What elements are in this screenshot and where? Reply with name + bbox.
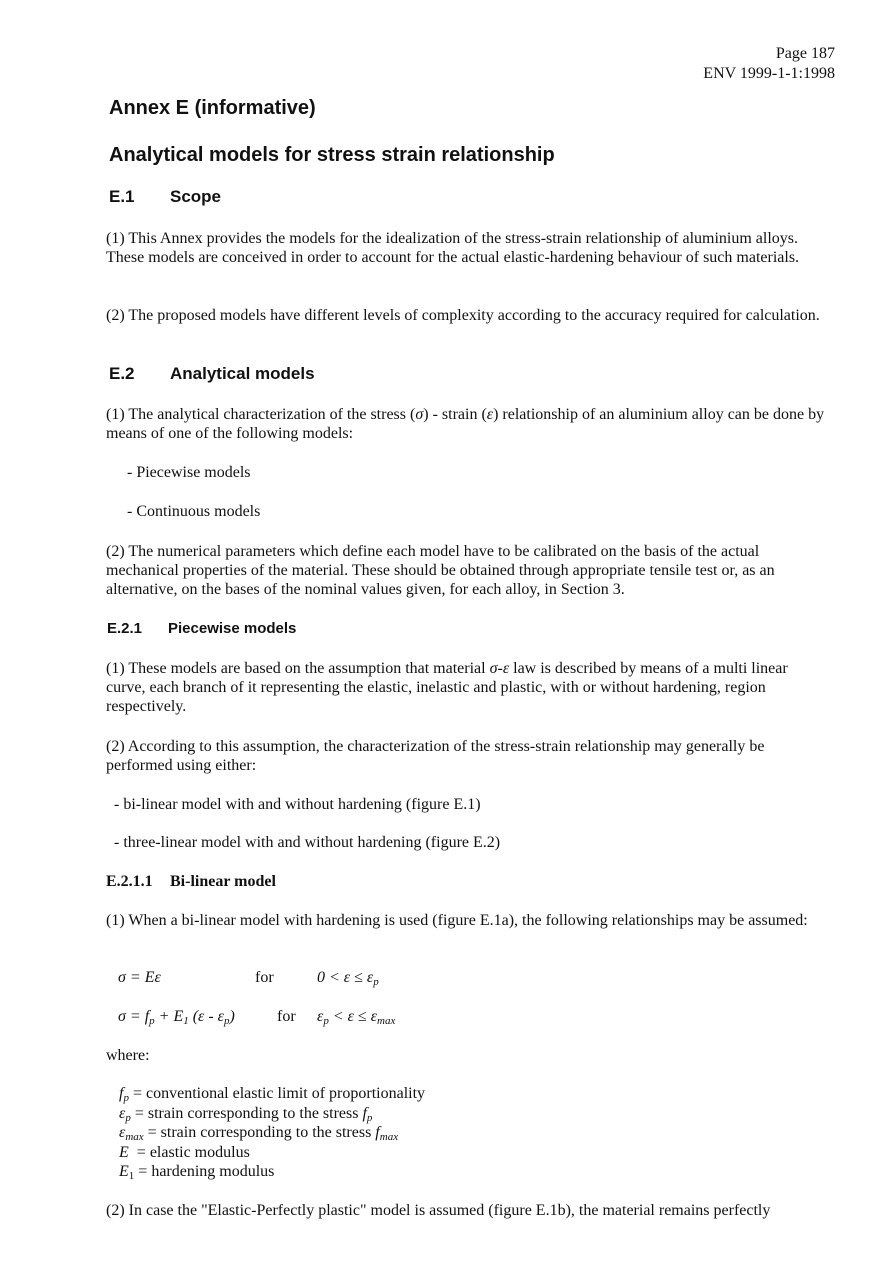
list-item: - Piecewise models (127, 464, 251, 481)
section-title: Analytical models (170, 364, 315, 383)
paragraph: (1) These models are based on the assumption that material σ-ε law is described by means of a multi linear curve, each branch of it representing the elastic, inelastic and plastic, with or without hardening, region respectively. (106, 660, 788, 715)
paragraph: (1) The analytical characterization of the stress (σ) - strain (ε) relationship of an aluminium alloy can be done by means of one of the following models: (106, 406, 825, 442)
section-heading-e2 (109, 364, 315, 384)
definition-row: $\varepsilon_p$ = strain corresponding to the stress $f_p$ (119, 1104, 373, 1124)
equation-condition: $0 < \varepsilon \le \varepsilon_p$ (317, 969, 379, 988)
page-number: Page 187 (775, 45, 835, 62)
equation-1 (118, 968, 379, 987)
equation-2 (118, 1007, 395, 1026)
main-title: Analytical models for stress strain relationship (109, 144, 555, 166)
equation-condition: $\varepsilon_p < \varepsilon \le \varepsilon_{max}$ (317, 1008, 396, 1027)
standard-reference: ENV 1999-1-1:1998 (703, 65, 835, 82)
paragraph: (2) The proposed models have different levels of complexity according to the accuracy required for calculation. (106, 307, 820, 324)
equation-lhs: σ = Eε (118, 969, 161, 986)
definition-row: $f_p$ = conventional elastic limit of proportionality (119, 1085, 426, 1104)
section-number: E.2 (109, 364, 135, 383)
list-item: - three-linear model with and without hardening (figure E.2) (114, 834, 501, 851)
section-title: Bi-linear model (170, 873, 276, 890)
definition-row: $\varepsilon_{max}$ = strain corresponding to the stress $f_{max}$ (119, 1124, 399, 1143)
section-heading-e21 (107, 620, 296, 637)
epsilon-symbol: ε (486, 406, 494, 423)
sigma-epsilon-law: σ-ε (489, 660, 510, 677)
definitions-list (119, 1084, 425, 1182)
list-item: - bi-linear model with and without hardening (figure E.1) (114, 796, 481, 813)
equation-for: for (255, 969, 274, 986)
sigma-symbol: σ (415, 406, 424, 423)
paragraph: (1) This Annex provides the models for the idealization of the stress-strain relationship of aluminium alloys. These models are conceived in order to account for the actual elastic-hardening behaviour of such materials. (106, 230, 800, 266)
section-title: Piecewise models (168, 620, 297, 637)
page-header (703, 44, 835, 84)
paragraph: (2) The numerical parameters which define each model have to be calibrated on the basis of the actual mechanical properties of the material. These should be obtained through appropriate tensile test or, as an alternative, on the bases of the nominal values given, for each alloy, in Section 3. (106, 543, 775, 598)
paragraph: (2) In case the "Elastic-Perfectly plastic" model is assumed (figure E.1b), the material remains perfectly (106, 1202, 771, 1219)
definition-row: $E_1$ = hardening modulus (119, 1163, 275, 1182)
equation-for: for (277, 1008, 296, 1025)
section-title: Scope (170, 187, 222, 206)
section-heading-e211 (106, 872, 276, 891)
annex-title: Annex E (informative) (109, 97, 316, 119)
section-number: E.1 (109, 187, 135, 206)
definition-row: E = elastic modulus (119, 1143, 250, 1161)
paragraph: (1) When a bi-linear model with hardening is used (figure E.1a), the following relationships may be assumed: (106, 912, 808, 929)
list-item: - Continuous models (127, 503, 261, 520)
section-number: E.2.1 (107, 620, 143, 637)
where-label: where: (106, 1047, 150, 1064)
paragraph: (2) According to this assumption, the characterization of the stress-strain relationship may generally be performed using either: (106, 738, 765, 774)
section-heading-e1 (109, 187, 221, 207)
equation-lhs: $\sigma = f_p + E_1$ $(\varepsilon - \varepsilon_p)$ (118, 1008, 235, 1027)
section-number: E.2.1.1 (106, 873, 153, 890)
